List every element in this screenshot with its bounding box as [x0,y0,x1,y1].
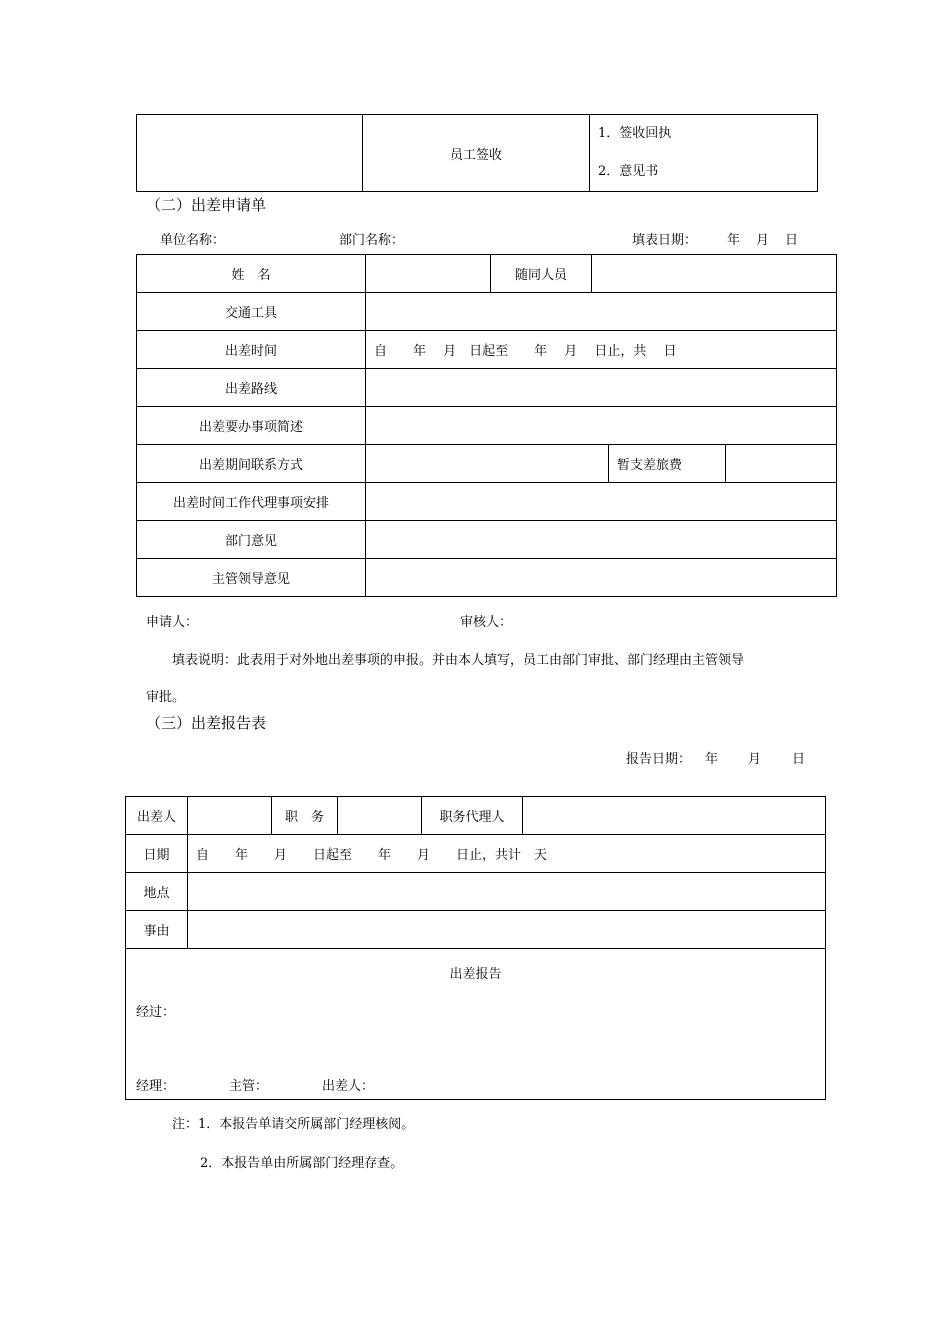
traveler-field[interactable] [188,797,272,835]
fill-note-line1: 填表说明：此表用于对外地出差事项的申报。并由本人填写，员工由部门审批、部门经理由主管领导 [172,653,745,668]
report-date-day: 日 [792,752,806,767]
companions-field[interactable] [592,255,837,293]
dept-name-label: 部门名称： [339,233,405,248]
advance-field[interactable] [726,445,837,483]
proxy-field[interactable] [366,483,837,521]
name-field[interactable] [366,255,491,293]
dept-opinion-label: 部门意见 [137,521,366,559]
sign-item-opinion: 2．意见书 [598,164,659,179]
matters-label: 出差要办事项简述 [137,407,366,445]
travel-time-label: 出差时间 [137,331,366,369]
report-title: 出差报告 [449,967,502,982]
traveler-label: 出差人 [126,797,188,835]
report-body-cell[interactable] [126,949,826,1100]
report-supervisor-label: 主管： [229,1079,269,1094]
deputy-field[interactable] [523,797,826,835]
contact-label: 出差期间联系方式 [137,445,366,483]
section2-title: （二）出差申请单 [146,196,267,214]
footer-note-1: 注：1．本报告单请交所属部门经理核阅。 [172,1117,415,1132]
travel-application-table [136,254,837,597]
matters-field[interactable] [366,407,837,445]
fill-date-label: 填表日期： [632,233,698,248]
position-label: 职 务 [272,797,338,835]
route-label: 出差路线 [137,369,366,407]
transport-label: 交通工具 [137,293,366,331]
name-label: 姓 名 [137,255,366,293]
reason-label: 事由 [126,911,188,949]
proxy-label: 出差时间工作代理事项安排 [137,483,366,521]
date-field[interactable]: 自 年 月 日起至 年 月 日止，共计 天 [188,835,826,873]
sign-items-cell [590,115,818,192]
leader-opinion-field[interactable] [366,559,837,597]
contact-field[interactable] [366,445,609,483]
date-label: 日期 [126,835,188,873]
top-empty-cell [137,115,363,192]
staff-sign-label: 员工签收 [363,115,590,192]
companions-label: 随同人员 [491,255,592,293]
section3-title: （三）出差报告表 [146,714,267,732]
fill-note-line2: 审批。 [146,690,186,705]
reason-field[interactable] [188,911,826,949]
applicant-label: 申请人： [146,615,199,630]
reviewer-label: 审核人： [460,615,513,630]
transport-field[interactable] [366,293,837,331]
advance-label: 暂支差旅费 [609,445,726,483]
dept-opinion-field[interactable] [366,521,837,559]
report-date-month: 月 [748,752,762,767]
unit-name-label: 单位名称： [160,233,226,248]
position-field[interactable] [338,797,422,835]
fill-date-day: 日 [785,233,799,248]
report-process-label: 经过： [136,1005,176,1020]
travel-report-table [125,796,826,1100]
report-date-label: 报告日期： [626,752,692,767]
sign-item-receipt: 1．签收回执 [598,126,672,141]
fill-date-year: 年 [727,233,741,248]
place-label: 地点 [126,873,188,911]
report-date-year: 年 [705,752,719,767]
travel-time-field[interactable]: 自 年 月 日起至 年 月 日止，共 日 [366,331,837,369]
report-traveler-sign-label: 出差人： [322,1079,375,1094]
place-field[interactable] [188,873,826,911]
fill-date-month: 月 [756,233,770,248]
deputy-label: 职务代理人 [422,797,523,835]
report-manager-label: 经理： [136,1079,176,1094]
top-table [136,114,818,192]
route-field[interactable] [366,369,837,407]
footer-note-2: 2．本报告单由所属部门经理存查。 [200,1156,404,1171]
leader-opinion-label: 主管领导意见 [137,559,366,597]
